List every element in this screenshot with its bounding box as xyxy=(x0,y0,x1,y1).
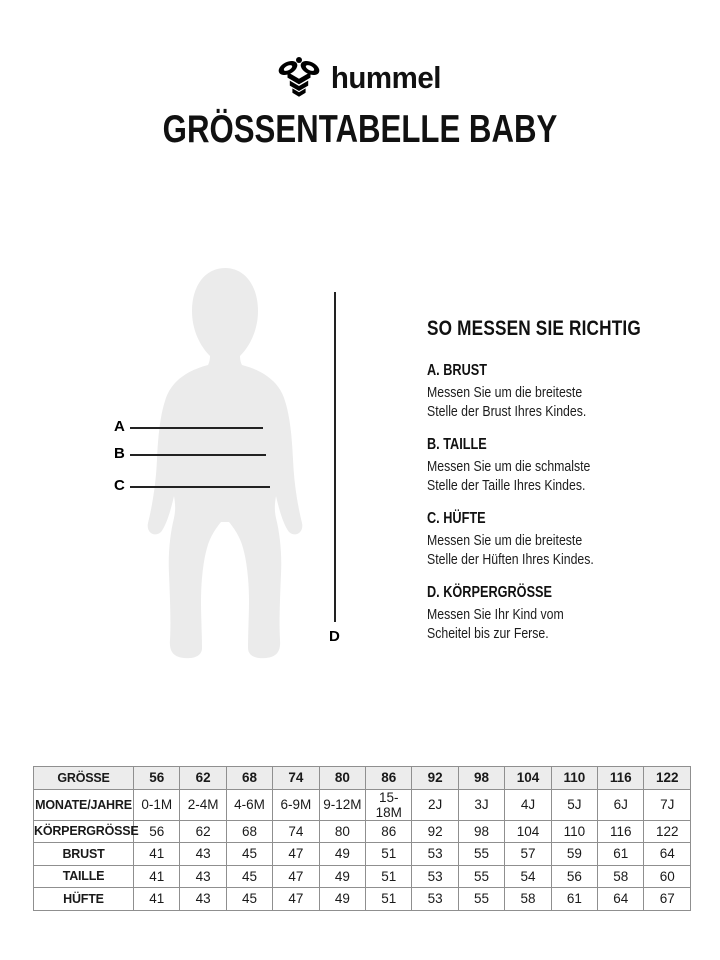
size-cell: 45 xyxy=(226,843,272,866)
size-cell: 41 xyxy=(134,888,180,911)
guide-section-koerpergroesse xyxy=(427,584,698,643)
size-cell: 74 xyxy=(273,767,319,790)
size-table xyxy=(33,766,691,911)
size-cell: 80 xyxy=(319,767,365,790)
size-cell: 51 xyxy=(366,843,412,866)
size-cell: 62 xyxy=(180,767,226,790)
size-cell: 53 xyxy=(412,865,458,888)
size-cell: 64 xyxy=(598,888,644,911)
size-cell: 67 xyxy=(644,888,691,911)
size-cell: 49 xyxy=(319,865,365,888)
size-cell: 54 xyxy=(505,865,551,888)
size-cell: 7J xyxy=(644,789,691,820)
size-cell: 104 xyxy=(505,820,551,843)
size-cell: 43 xyxy=(180,843,226,866)
size-cell: 6-9M xyxy=(273,789,319,820)
hummel-logo xyxy=(0,54,720,100)
marker-label-b: B xyxy=(114,445,125,462)
baby-silhouette xyxy=(130,266,320,666)
size-cell: 4J xyxy=(505,789,551,820)
size-cell: 68 xyxy=(226,767,272,790)
guide-section-text: Stelle der Hüften Ihres Kindes. xyxy=(427,550,594,568)
measure-line-huefte xyxy=(130,486,270,488)
size-cell: 5J xyxy=(551,789,597,820)
table-row xyxy=(34,820,691,843)
measure-line-taille xyxy=(130,454,266,456)
guide-section-brust xyxy=(427,362,698,421)
marker-label-d: D xyxy=(329,628,340,645)
size-cell: 98 xyxy=(458,820,504,843)
measure-line-koerpergroesse xyxy=(334,292,336,622)
guide-section-text: Messen Sie um die breiteste xyxy=(427,532,583,549)
hummel-logo-text: hummel xyxy=(330,59,441,95)
size-cell: 2J xyxy=(412,789,458,820)
row-label: HÜFTE xyxy=(34,888,134,911)
size-cell: 61 xyxy=(598,843,644,866)
size-cell: 122 xyxy=(644,767,691,790)
guide-section-taille xyxy=(427,436,698,495)
table-row xyxy=(34,789,691,820)
size-cell: 59 xyxy=(551,843,597,866)
hummel-bee-icon xyxy=(277,55,321,99)
size-cell: 47 xyxy=(273,865,319,888)
size-cell: 86 xyxy=(366,767,412,790)
guide-section-text: Messen Sie Ihr Kind vom xyxy=(427,606,564,623)
measure-line-brust xyxy=(130,427,263,429)
table-row xyxy=(34,888,691,911)
table-row xyxy=(34,843,691,866)
row-label: GRÖSSE xyxy=(34,767,134,790)
size-cell: 80 xyxy=(319,820,365,843)
size-cell: 56 xyxy=(134,767,180,790)
size-cell: 57 xyxy=(505,843,551,866)
page-title: GRÖSSENTABELLE BABY xyxy=(162,108,558,151)
size-cell: 51 xyxy=(366,888,412,911)
guide-section-title: C. HÜFTE xyxy=(427,510,486,527)
size-cell: 41 xyxy=(134,865,180,888)
marker-label-c: C xyxy=(114,477,125,494)
size-cell: 49 xyxy=(319,843,365,866)
size-cell: 110 xyxy=(551,767,597,790)
row-label: TAILLE xyxy=(34,865,134,888)
guide-section-title: A. BRUST xyxy=(427,362,488,379)
size-cell: 43 xyxy=(180,865,226,888)
size-cell: 56 xyxy=(134,820,180,843)
guide-heading: SO MESSEN SIE RICHTIG xyxy=(427,317,641,340)
size-cell: 92 xyxy=(412,820,458,843)
size-cell: 53 xyxy=(412,888,458,911)
guide-section-text: Messen Sie um die breiteste xyxy=(427,384,583,401)
size-cell: 51 xyxy=(366,865,412,888)
marker-label-a: A xyxy=(114,418,125,435)
size-cell: 45 xyxy=(226,865,272,888)
size-cell: 41 xyxy=(134,843,180,866)
table-row xyxy=(34,865,691,888)
size-cell: 6J xyxy=(598,789,644,820)
size-cell: 43 xyxy=(180,888,226,911)
size-cell: 0-1M xyxy=(134,789,180,820)
size-cell: 47 xyxy=(273,888,319,911)
size-cell: 64 xyxy=(644,843,691,866)
size-cell: 56 xyxy=(551,865,597,888)
size-cell: 2-4M xyxy=(180,789,226,820)
size-cell: 55 xyxy=(458,843,504,866)
size-cell: 122 xyxy=(644,820,691,843)
size-cell: 68 xyxy=(226,820,272,843)
row-label: MONATE/JAHRE xyxy=(34,789,134,820)
size-cell: 45 xyxy=(226,888,272,911)
guide-section-text: Messen Sie um die schmalste xyxy=(427,458,591,475)
measuring-guide xyxy=(427,317,698,658)
guide-section-text: Stelle der Taille Ihres Kindes. xyxy=(427,476,586,494)
guide-section-text: Scheitel bis zur Ferse. xyxy=(427,624,549,642)
size-cell: 116 xyxy=(598,820,644,843)
size-cell: 47 xyxy=(273,843,319,866)
size-cell: 98 xyxy=(458,767,504,790)
guide-section-text: Stelle der Brust Ihres Kindes. xyxy=(427,402,587,420)
size-cell: 4-6M xyxy=(226,789,272,820)
size-cell: 58 xyxy=(598,865,644,888)
size-cell: 74 xyxy=(273,820,319,843)
size-cell: 55 xyxy=(458,865,504,888)
size-cell: 116 xyxy=(598,767,644,790)
size-cell: 53 xyxy=(412,843,458,866)
size-cell: 55 xyxy=(458,888,504,911)
size-cell: 58 xyxy=(505,888,551,911)
size-cell: 92 xyxy=(412,767,458,790)
row-label: KÖRPERGRÖSSE xyxy=(34,820,134,843)
guide-section-title: B. TAILLE xyxy=(427,436,487,453)
size-cell: 15-18M xyxy=(366,789,412,820)
size-cell: 104 xyxy=(505,767,551,790)
guide-section-title: D. KÖRPERGRÖSSE xyxy=(427,584,553,601)
size-cell: 62 xyxy=(180,820,226,843)
size-cell: 60 xyxy=(644,865,691,888)
guide-section-huefte xyxy=(427,510,698,569)
size-cell: 61 xyxy=(551,888,597,911)
size-cell: 9-12M xyxy=(319,789,365,820)
table-row xyxy=(34,767,691,790)
row-label: BRUST xyxy=(34,843,134,866)
size-cell: 3J xyxy=(458,789,504,820)
size-cell: 49 xyxy=(319,888,365,911)
size-cell: 86 xyxy=(366,820,412,843)
size-cell: 110 xyxy=(551,820,597,843)
